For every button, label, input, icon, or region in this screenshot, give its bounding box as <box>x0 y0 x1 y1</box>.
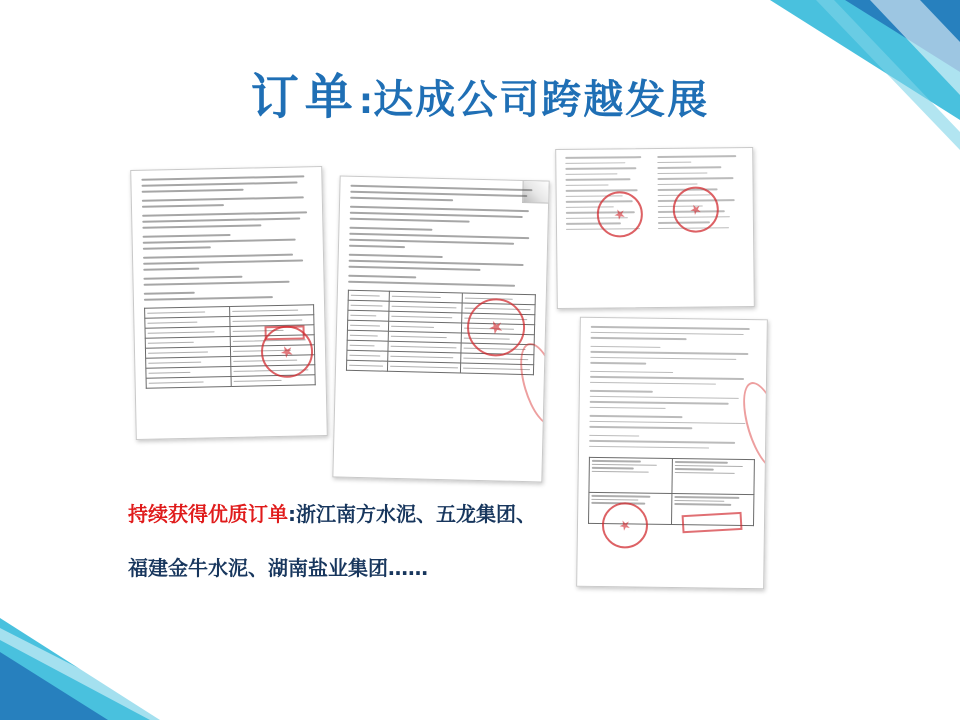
text-block <box>348 275 536 288</box>
slide-title <box>0 58 960 127</box>
text-block <box>143 253 313 271</box>
text-block <box>590 345 756 365</box>
caption-line-2: 福建金牛水泥、湖南盐业集团…… <box>128 556 428 580</box>
document-scan-content <box>556 148 754 308</box>
title-colon: : <box>358 81 374 122</box>
text-block <box>350 206 538 225</box>
red-stamp-seal <box>597 191 643 237</box>
document-scan-content <box>577 318 767 589</box>
text-block <box>142 196 312 208</box>
contract-page-terms-left[interactable] <box>130 166 328 440</box>
text-block <box>589 415 755 430</box>
red-contract-stamp <box>682 512 743 533</box>
text-block <box>348 254 536 273</box>
contract-page-middle[interactable] <box>332 175 549 482</box>
text-block <box>590 390 756 410</box>
title-sub-text: 达成公司跨越发展 <box>373 77 710 123</box>
text-block <box>349 227 537 252</box>
text-block <box>143 232 313 250</box>
text-block <box>590 370 756 385</box>
document-scan-content <box>131 167 327 439</box>
contract-page-parties-top[interactable] <box>555 147 755 309</box>
text-block <box>589 434 755 449</box>
text-block <box>142 211 312 229</box>
caption-highlight: 持续获得优质订单 <box>128 502 288 526</box>
text-block <box>141 175 311 193</box>
text-block <box>143 274 313 286</box>
caption-rest: :浙江南方水泥、五龙集团、 <box>288 502 536 526</box>
text-block <box>144 289 314 301</box>
contract-page-right-lower[interactable] <box>576 317 768 590</box>
red-rectangular-stamp <box>264 325 304 340</box>
title-main-text: 订单 <box>250 69 359 125</box>
caption-line-1 <box>128 498 536 527</box>
red-stamp-seal <box>673 186 719 232</box>
bottom-left-ribbon-decoration <box>0 590 300 720</box>
two-column-party-block <box>565 155 744 234</box>
text-block <box>350 185 538 204</box>
text-block <box>591 326 757 341</box>
